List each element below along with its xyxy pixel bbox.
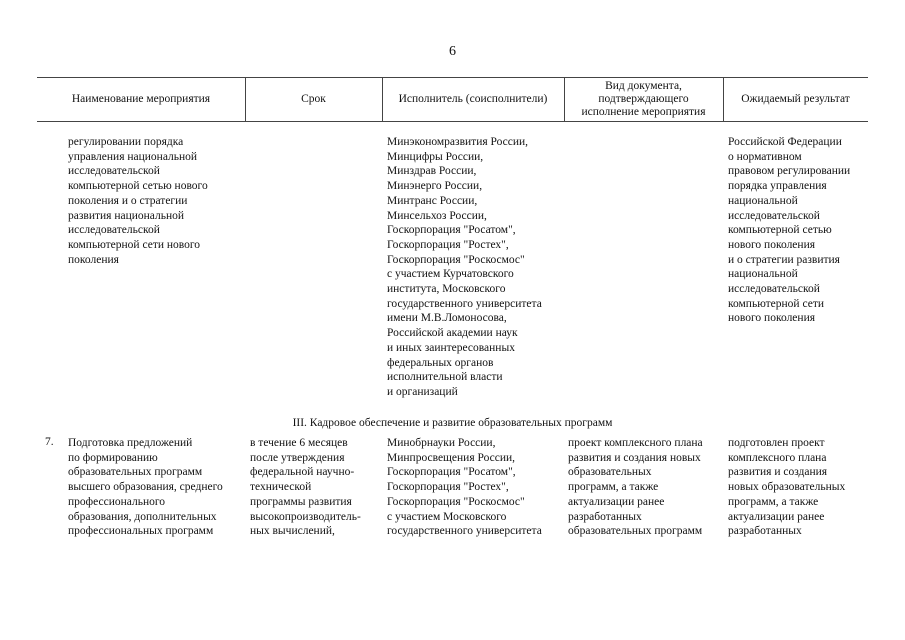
continued-result-cell: Российской Федерации о нормативном правовом регулировании порядка управления национальной исследовательской компьютерной сетью нового поколения и о стратегии развития национальной исследовательской компьютерной сети нового поколения [728,136,851,325]
page-number: 6 [449,44,456,59]
header-bottom-border [37,121,868,122]
row7-result-cell: подготовлен проект комплексного плана развития и создания новых образовательных программ, а также актуализации ранее разработанных [728,437,846,538]
section-title: III. Кадровое обеспечение и развитие образовательных программ [292,417,613,429]
continued-name-cell: регулировании порядка управления национальной исследовательской компьютерной сетью нового поколения и о стратегии развития национальной исследовательской компьютерной сети нового поколения [68,136,208,266]
header-executor: Исполнитель (соисполнители) [398,93,548,105]
continued-executor-cell: Минэкономразвития России, Минцифры России, Минздрав России, Минэнерго России, Минтранс России, Минсельхоз России, Госкорпорация "Росатом", Госкорпорация "Ростех", Госкорпорация "Роскосмос" с участием Курчатовского института, Московского государственного университета имени М.В.Ломоносова, Российской академии наук и иных заинтересованных федеральных органов исполнительной власти и организаций [387,136,542,398]
row7-name-cell: Подготовка предложений по формированию образовательных программ высшего образования, среднего профессионального образования, дополнительных профессиональных программ [68,437,223,538]
header-deadline: Срок [301,93,326,105]
row7-executor-cell: Минобрнауки России, Минпросвещения России, Госкорпорация "Росатом", Госкорпорация "Ростех", Госкорпорация "Роскосмос" с участием Московского государственного университета [387,437,542,538]
row7-doc-type-cell: проект комплексного плана развития и создания новых образовательных программ, а также актуализации ранее разработанных образовательных программ [568,437,703,538]
header-doc-type: Вид документа, подтверждающего исполнение мероприятия [581,80,706,118]
header-result: Ожидаемый результат [741,93,850,105]
row-number: 7. [45,436,54,448]
row7-deadline-cell: в течение 6 месяцев после утверждения федеральной научно- технической программы развития высокопроизводитель- ных вычислений, [250,437,361,538]
header-name: Наименование мероприятия [71,93,211,105]
